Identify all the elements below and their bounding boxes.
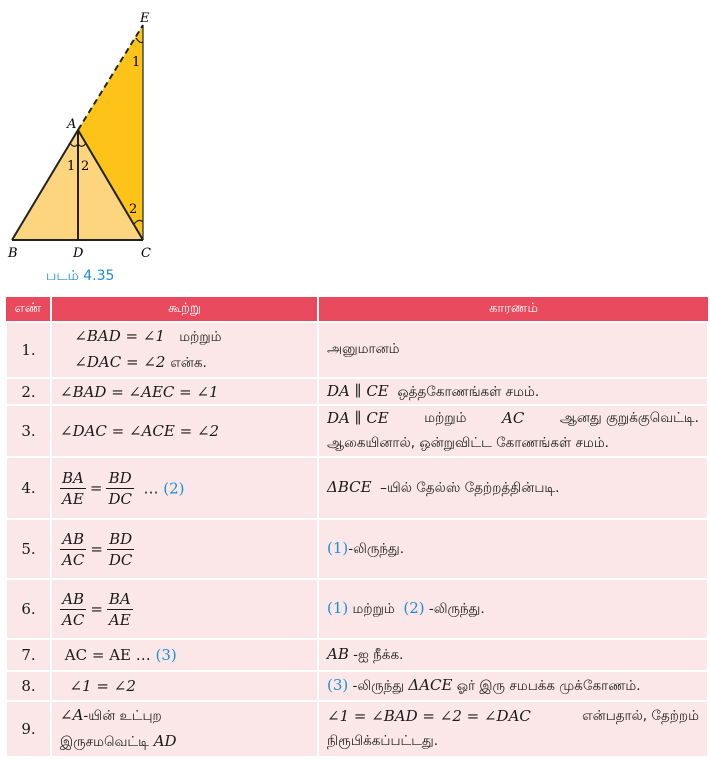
stmt-math: ∠BAD = ∠1	[74, 327, 165, 345]
row-reason	[318, 322, 708, 378]
reason-math: AC	[502, 409, 525, 427]
reason-math: ΔBCE	[327, 478, 372, 496]
row-reason	[318, 405, 708, 457]
equation-ref: (2)	[163, 479, 185, 497]
reason-word: மற்றும்	[352, 601, 395, 617]
row-number: 8.	[6, 671, 51, 701]
reason-text: என்பதால், தேற்றம்	[582, 708, 699, 724]
table-header-row	[6, 297, 708, 322]
header-statement: கூற்று	[51, 297, 318, 322]
equation-ref: (3)	[327, 676, 349, 694]
stmt-word: மற்றும்	[179, 329, 222, 345]
reason-text: -லிருந்து.	[428, 601, 485, 617]
row-statement: $\frac{AB}{AC}$ = $\frac{BD}{DC}$	[51, 519, 318, 579]
row-reason	[318, 378, 708, 405]
row-reason	[318, 701, 708, 757]
reason-text: ஆனது குறுக்குவெட்டி.	[559, 410, 699, 426]
table-row	[6, 457, 708, 519]
reason-text: -ஐ நீக்க.	[353, 647, 404, 663]
reason-text: -லிருந்து.	[348, 541, 405, 557]
row-statement	[51, 671, 318, 701]
header-number: எண்	[6, 297, 51, 322]
reason-math: ∠1 = ∠BAD = ∠2 = ∠DAC	[327, 707, 531, 725]
row-number: 4.	[6, 457, 51, 519]
fraction: $\frac{AB}{AC}$	[62, 589, 85, 629]
stmt-math: AC = AE …	[64, 646, 151, 664]
reason-text: நிரூபிக்கப்பட்டது.	[327, 733, 438, 749]
reason-text: –யில் தேல்ஸ் தேற்றத்தின்படி.	[380, 480, 560, 496]
table-row	[6, 671, 708, 701]
angle-label-e1: 1	[132, 55, 141, 70]
row-statement	[51, 322, 318, 378]
row-number: 6.	[6, 579, 51, 639]
stmt-math: ∠1 = ∠2	[69, 677, 136, 695]
row-statement: $\frac{AB}{AC}$ = $\frac{BA}{AE}$	[51, 579, 318, 639]
reason-math: DA ∥ CE	[327, 409, 389, 427]
point-label-d: D	[73, 246, 84, 261]
row-number: 5.	[6, 519, 51, 579]
stmt-math: ∠A	[60, 706, 84, 724]
angle-label-c2: 2	[129, 202, 138, 217]
table-row	[6, 579, 708, 639]
reason-word: மற்றும்	[424, 410, 467, 426]
fraction: $\frac{BA}{AE}$	[62, 468, 84, 508]
row-number: 9.	[6, 701, 51, 757]
reason-text: ஒத்தகோணங்கள் சமம்.	[397, 383, 540, 400]
table-row	[6, 378, 708, 405]
angle-label-a2: 2	[81, 159, 90, 174]
table-row	[6, 701, 708, 757]
table-row	[6, 322, 708, 378]
equation-ref: (2)	[403, 599, 425, 617]
equation-ref: (1)	[327, 599, 349, 617]
stmt-math: ∠DAC = ∠2	[74, 353, 166, 371]
reason-text: ஓர் இரு சமபக்க முக்கோணம்.	[456, 678, 641, 694]
table-row	[6, 405, 708, 457]
table-row	[6, 639, 708, 671]
point-label-e: E	[140, 11, 150, 26]
point-label-c: C	[141, 246, 151, 261]
reason-text: -லிருந்து	[352, 678, 405, 694]
stmt-math: ∠BAD = ∠AEC = ∠1	[60, 382, 219, 401]
reason-math: AB	[327, 645, 349, 663]
row-reason	[318, 671, 708, 701]
stmt-word: என்க.	[170, 355, 207, 371]
row-reason	[318, 579, 708, 639]
row-statement: $\frac{BA}{AE}$ = $\frac{BD}{DC}$ … (2)	[51, 457, 318, 519]
fraction: $\frac{BA}{AE}$	[108, 589, 131, 629]
angle-label-a1: 1	[67, 159, 76, 174]
reason-text: அனுமானம்	[327, 341, 400, 357]
figure-caption: படம் 4.35	[46, 268, 115, 284]
row-number: 7.	[6, 639, 51, 671]
stmt-text: -யின் உட்புற	[83, 708, 162, 724]
fraction: $\frac{BD}{DC}$	[108, 529, 133, 569]
point-label-b: B	[8, 246, 18, 261]
reason-math: DA ∥ CE	[327, 381, 389, 400]
header-reason: காரணம்	[318, 297, 708, 322]
equation-ref: (1)	[327, 539, 349, 557]
stmt-math: ∠DAC = ∠ACE = ∠2	[60, 422, 220, 440]
triangle-figure	[0, 0, 180, 268]
proof-table	[5, 297, 709, 758]
fraction: $\frac{BD}{DC}$	[108, 468, 132, 508]
row-number: 2.	[6, 378, 51, 405]
row-reason	[318, 639, 708, 671]
row-statement	[51, 639, 318, 671]
row-number: 3.	[6, 405, 51, 457]
equation-ref: (3)	[155, 646, 177, 664]
row-reason	[318, 457, 708, 519]
stmt-text: இருசமவெட்டி	[60, 734, 149, 750]
row-statement	[51, 405, 318, 457]
row-statement	[51, 378, 318, 405]
table-row	[6, 519, 708, 579]
reason-text: ஆகையினால், ஒன்றுவிட்ட கோணங்கள் சமம்.	[327, 435, 609, 451]
point-label-a: A	[67, 117, 77, 132]
fraction: $\frac{AB}{AC}$	[62, 529, 85, 569]
stmt-math: AD	[153, 732, 177, 750]
row-reason	[318, 519, 708, 579]
row-number: 1.	[6, 322, 51, 378]
reason-math: ΔACE	[408, 676, 453, 694]
row-statement	[51, 701, 318, 757]
